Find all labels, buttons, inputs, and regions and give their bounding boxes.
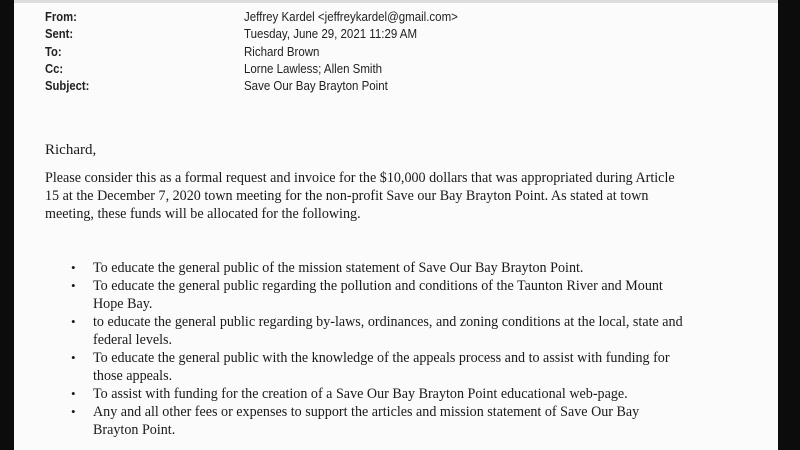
list-item-line: Hope Bay. xyxy=(93,296,153,312)
cc-label: Cc: xyxy=(45,61,64,76)
list-item xyxy=(14,403,720,439)
list-item xyxy=(14,259,720,277)
list-item xyxy=(14,277,720,313)
list-item-line: to educate the general public regarding by-laws, ordinances, and zoning conditions at the local, state and xyxy=(93,314,683,330)
list-item xyxy=(14,313,720,349)
list-item-line: Any and all other fees or expenses to support the articles and mission statement of Save Our Bay xyxy=(93,404,640,420)
email-printout xyxy=(14,0,778,450)
list-item-line: Brayton Point. xyxy=(93,422,176,438)
list-item-line: those appeals. xyxy=(93,368,173,384)
to-label: To: xyxy=(45,44,62,59)
list-item xyxy=(14,349,720,385)
list-item-line: To educate the general public with the knowledge of the appeals process and to assist with funding for xyxy=(93,350,670,366)
bullet-icon: • xyxy=(71,386,76,401)
greeting: Richard, xyxy=(45,142,97,158)
page-edge xyxy=(14,0,778,3)
bullet-icon: • xyxy=(71,278,76,293)
bullet-icon: • xyxy=(71,404,76,419)
sent-value: Tuesday, June 29, 2021 11:29 AM xyxy=(244,27,418,42)
bullet-icon: • xyxy=(71,314,76,329)
paragraph-line: Please consider this as a formal request and invoice for the $10,000 dollars that was appropriated during Article xyxy=(45,170,675,186)
list-item-line: federal levels. xyxy=(93,332,173,348)
paragraph-line: 15 at the December 7, 2020 town meeting for the non-profit Save our Bay Brayton Point. As stated at town xyxy=(45,188,649,204)
cc-value: Lorne Lawless; Allen Smith xyxy=(244,61,383,76)
from-value: Jeffrey Kardel <jeffreykardel@gmail.com> xyxy=(244,10,458,24)
body-paragraph xyxy=(45,169,715,223)
list-item-line: To assist with funding for the creation of a Save Our Bay Brayton Point educational web-page. xyxy=(93,386,628,402)
from-label: From: xyxy=(45,10,77,24)
sent-label: Sent: xyxy=(45,27,74,42)
paragraph-line: meeting, these funds will be allocated for the following. xyxy=(45,206,361,222)
bullet-list xyxy=(14,259,720,439)
bullet-icon: • xyxy=(71,260,76,275)
to-value: Richard Brown xyxy=(244,44,320,59)
bullet-icon: • xyxy=(71,350,76,365)
subject-value: Save Our Bay Brayton Point xyxy=(244,79,388,94)
list-item xyxy=(14,385,720,403)
list-item-line: To educate the general public of the mission statement of Save Our Bay Brayton Point. xyxy=(93,260,584,276)
subject-label: Subject: xyxy=(45,79,90,94)
list-item-line: To educate the general public regarding the pollution and conditions of the Taunton River and Mount xyxy=(93,278,663,294)
